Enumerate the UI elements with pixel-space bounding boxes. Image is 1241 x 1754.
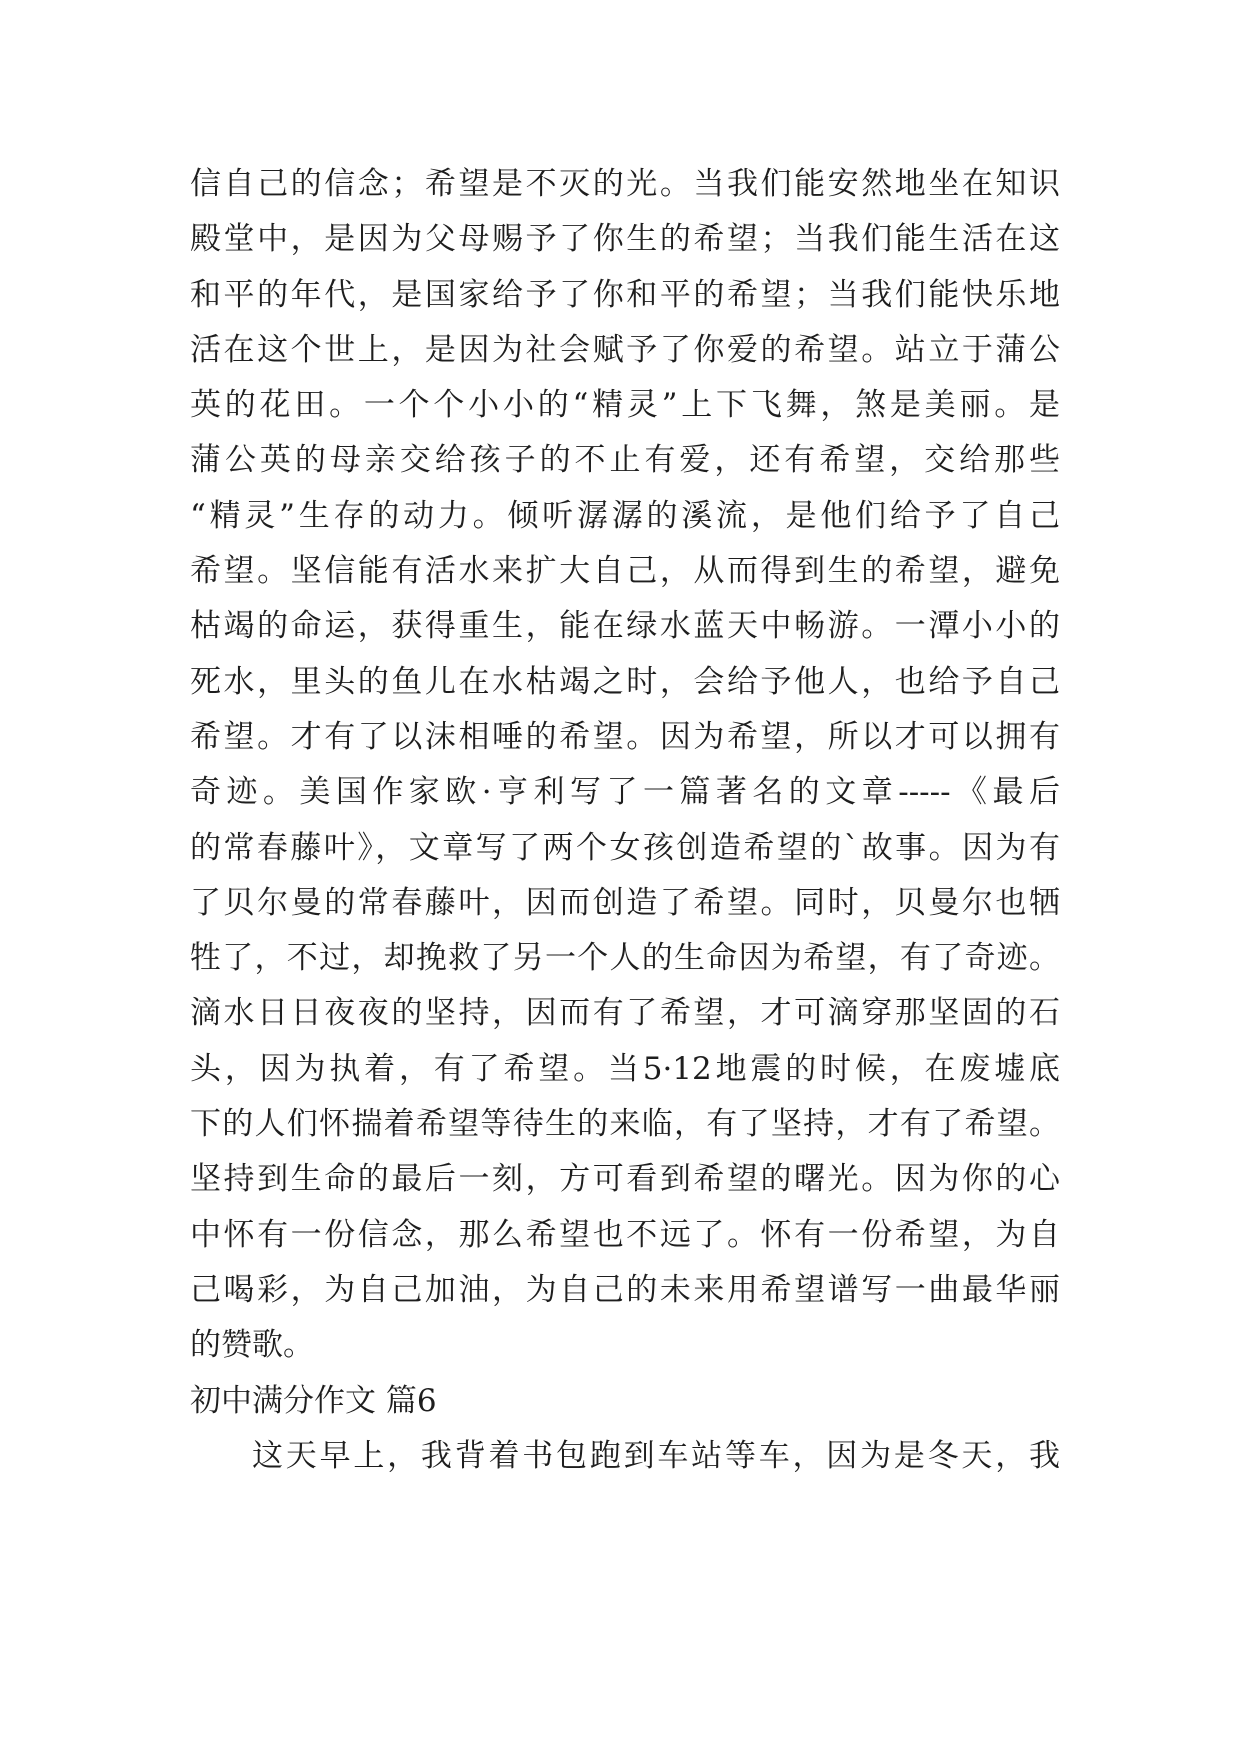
text-line: 活在这个世上，是因为社会赋予了你爱的希望。站立于蒲公 — [190, 331, 1060, 368]
text-line: 枯竭的命运，获得重生，能在绿水蓝天中畅游。一潭小小的 — [190, 608, 1060, 645]
text-line: 滴水日日夜夜的坚持，因而有了希望，才可滴穿那坚固的石 — [190, 995, 1060, 1032]
text-line: 殿堂中，是因为父母赐予了你生的希望；当我们能生活在这 — [190, 221, 1060, 258]
text-line: 了贝尔曼的常春藤叶，因而创造了希望。同时，贝曼尔也牺 — [190, 884, 1060, 921]
text-line: 信自己的信念；希望是不灭的光。当我们能安然地坐在知识 — [190, 166, 1060, 202]
text-line: 的常春藤叶》，文章写了两个女孩创造希望的`故事。因为有 — [190, 829, 1060, 866]
text-line: 中怀有一份信念，那么希望也不远了。怀有一份希望，为自 — [190, 1216, 1060, 1253]
document-body — [190, 157, 1060, 1484]
text-line: 这天早上，我背着书包跑到车站等车，因为是冬天，我 — [252, 1437, 1060, 1474]
text-line: 奇迹。美国作家欧·亨利写了一篇著名的文章-----《最后 — [190, 774, 1060, 811]
text-line: 希望。才有了以沫相唾的希望。因为希望，所以才可以拥有 — [190, 718, 1060, 755]
text-line: 英的花田。一个个小小的“精灵”上下飞舞，煞是美丽。是 — [190, 387, 1060, 424]
text-line: 下的人们怀揣着希望等待生的来临，有了坚持，才有了希望。 — [190, 1106, 1060, 1143]
text-line: 蒲公英的母亲交给孩子的不止有爱，还有希望，交给那些 — [190, 442, 1060, 479]
text-line: 和平的年代，是国家给予了你和平的希望；当我们能快乐地 — [190, 276, 1060, 313]
text-line: 死水，里头的鱼儿在水枯竭之时，会给予他人，也给予自己 — [190, 663, 1060, 700]
text-line: “精灵”生存的动力。倾听潺潺的溪流，是他们给予了自己 — [190, 497, 1060, 534]
text-line: 牲了，不过，却挽救了另一个人的生命因为希望，有了奇迹。 — [190, 940, 1060, 977]
text-line: 头，因为执着，有了希望。当5·12地震的时候，在废墟底 — [190, 1050, 1060, 1087]
text-line: 希望。坚信能有活水来扩大自己，从而得到生的希望，避免 — [190, 553, 1060, 590]
section-heading: 初中满分作文 篇6 — [190, 1382, 437, 1419]
text-line: 的赞歌。 — [190, 1327, 314, 1364]
essay-paragraph — [190, 157, 1060, 1374]
text-line: 己喝彩，为自己加油，为自己的未来用希望谱写一曲最华丽 — [190, 1271, 1060, 1308]
text-line: 坚持到生命的最后一刻，方可看到希望的曙光。因为你的心 — [190, 1161, 1060, 1198]
next-paragraph — [190, 1429, 1060, 1484]
